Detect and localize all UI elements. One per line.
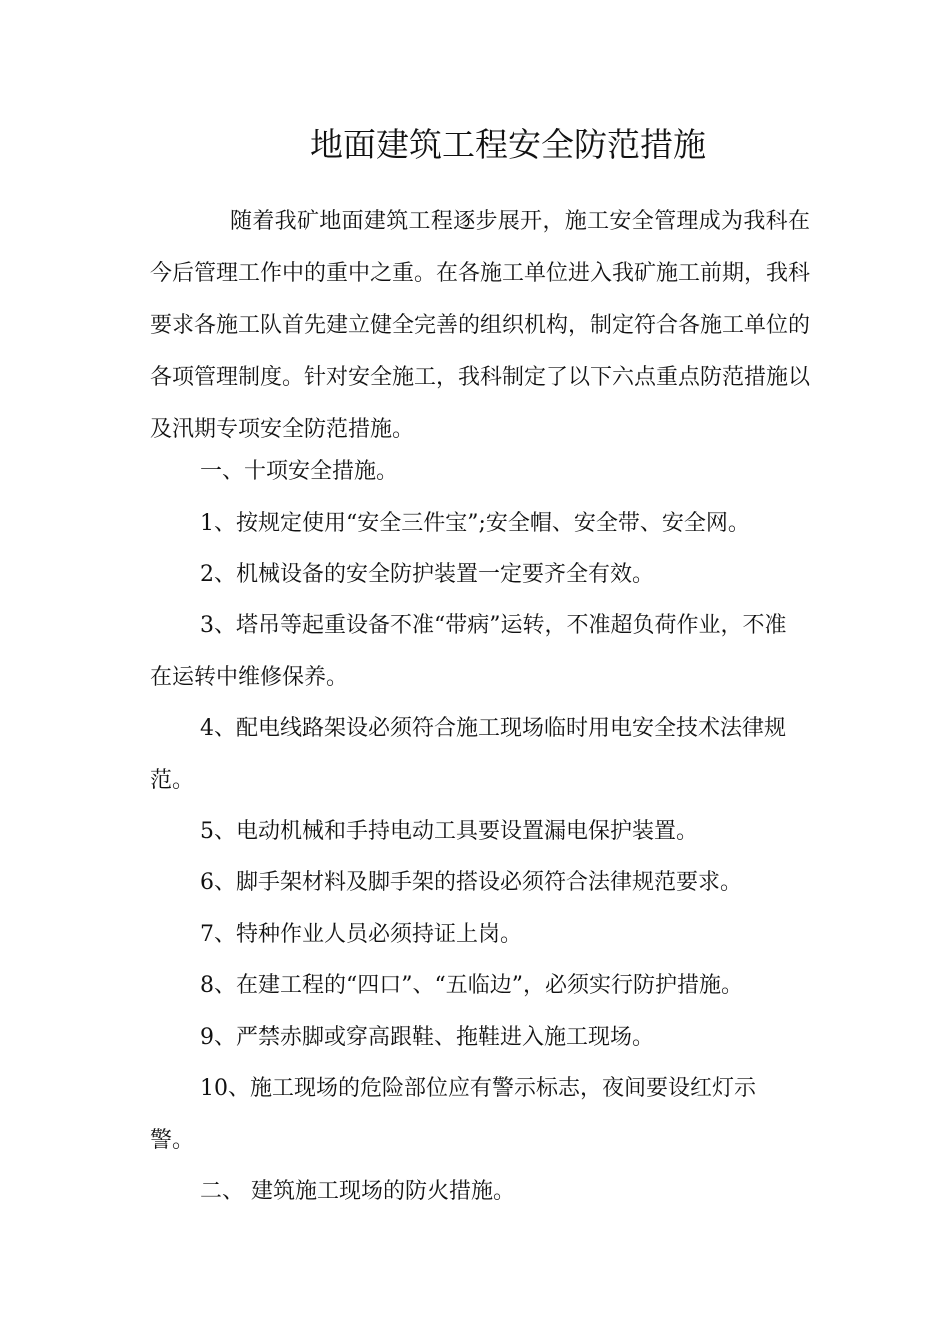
measure-item-7: 7、特种作业人员必须持证上岗。: [200, 922, 522, 947]
section-heading-1: 一、十项安全措施。: [200, 459, 399, 484]
measure-item-5: 5、电动机械和手持电动工具要设置漏电保护装置。: [200, 819, 698, 844]
measure-item-6: 6、脚手架材料及脚手架的搭设必须符合法律规范要求。: [200, 870, 742, 895]
measure-item-1: 1、按规定使用“安全三件宝”;安全帽、安全带、安全网。: [200, 511, 750, 536]
measure-item-2: 2、机械设备的安全防护装置一定要齐全有效。: [200, 562, 654, 587]
measure-item-3: 3、塔吊等起重设备不准“带病”运转，不准超负荷作业，不准在运转中维修保养。: [150, 613, 787, 690]
measure-item-10: 10、施工现场的危险部位应有警示标志，夜间要设红灯示警。: [150, 1076, 756, 1153]
measure-item-8: 8、在建工程的“四口”、“五临边”，必须实行防护措施。: [200, 973, 743, 998]
section-heading-2: 二、 建筑施工现场的防火措施。: [200, 1179, 515, 1204]
measure-item-4: 4、配电线路架设必须符合施工现场临时用电安全技术法律规范。: [150, 716, 786, 793]
document-title: 地面建筑工程安全防范措施: [310, 125, 706, 164]
intro-paragraph: 随着我矿地面建筑工程逐步展开，施工安全管理成为我科在今后管理工作中的重中之重。在各施工单位进入我矿施工前期，我科要求各施工队首先建立健全完善的组织机构，制定符合各施工单位的各项管理制度。针对安全施工，我科制定了以下六点重点防范措施以及汛期专项安全防范措施。: [150, 209, 811, 442]
measure-item-9: 9、严禁赤脚或穿高跟鞋、拖鞋进入施工现场。: [200, 1025, 654, 1050]
